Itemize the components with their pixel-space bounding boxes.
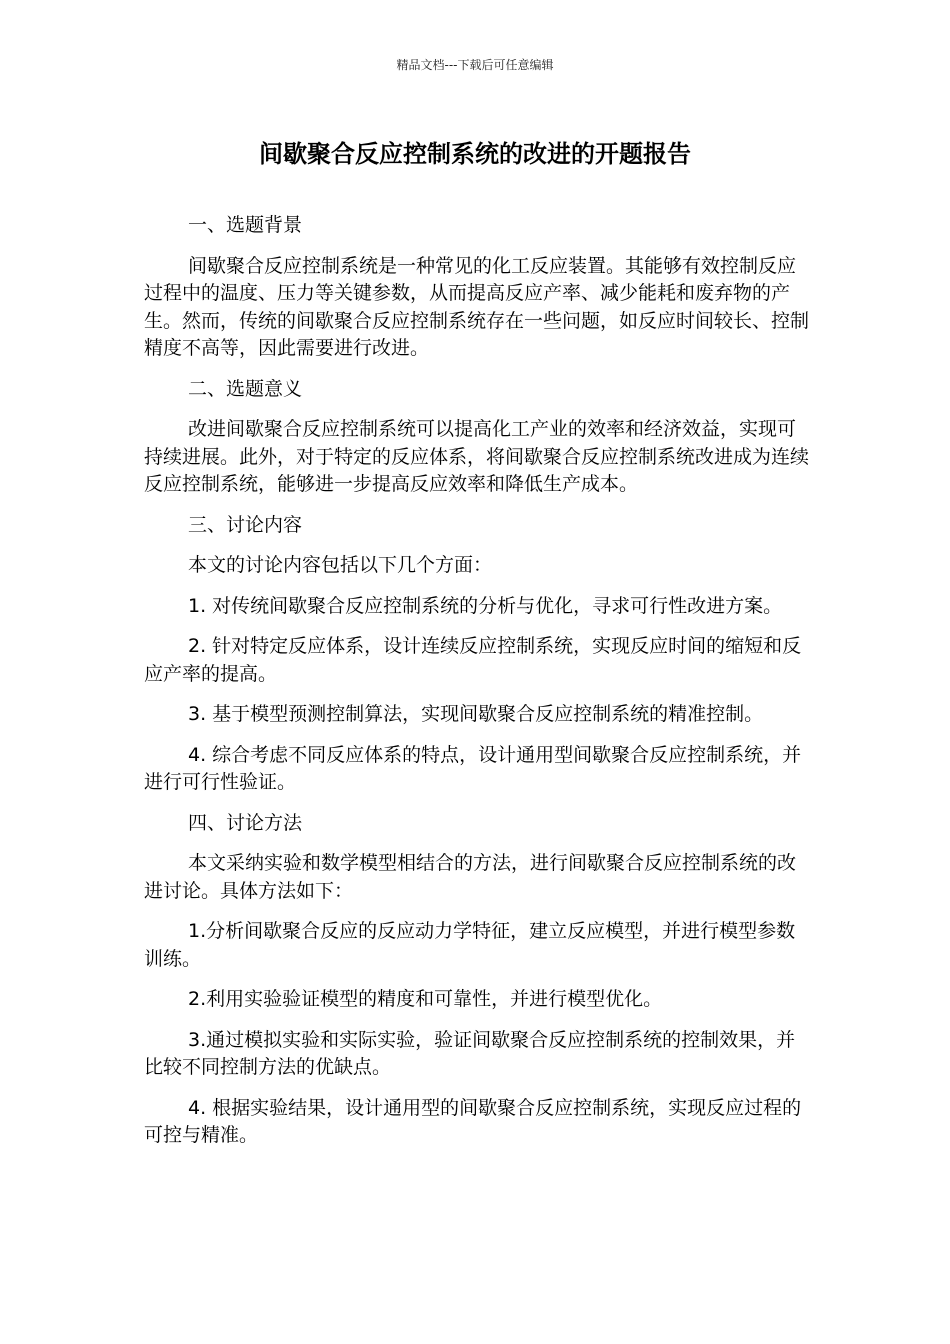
paragraph-content-intro: 本文的讨论内容包括以下几个方面： <box>188 554 493 576</box>
paragraph-methods-item-1: 1.分析间歇聚合反应的反应动力学特征，建立反应模型，并进行模型参数训练。 <box>144 920 796 970</box>
paragraph-content-item-2: 2. 针对特定反应体系，设计连续反应控制系统，实现反应时间的缩短和反应产率的提高。 <box>144 635 802 685</box>
section-heading-methods: 四、讨论方法 <box>188 811 303 834</box>
paragraph-significance: 改进间歇聚合反应控制系统可以提高化工产业的效率和经济效益，实现可持续进展。此外，对于特定的反应体系，将间歇聚合反应控制系统改进成为连续反应控制系统，能够进一步提高反应效率和降低生产成本。 <box>144 418 810 495</box>
section-heading-background: 一、选题背景 <box>188 214 303 236</box>
paragraph-content-item-1: 1. 对传统间歇聚合反应控制系统的分析与优化，寻求可行性改进方案。 <box>188 594 783 617</box>
paragraph-content-item-3: 3. 基于模型预测控制算法，实现间歇聚合反应控制系统的精准控制。 <box>188 703 764 725</box>
paragraph-methods-intro: 本文采纳实验和数学模型相结合的方法，进行间歇聚合反应控制系统的改进讨论。具体方法如下： <box>144 852 797 902</box>
document-title: 间歇聚合反应控制系统的改进的开题报告 <box>259 140 691 168</box>
paragraph-methods-item-2: 2.利用实验验证模型的精度和可靠性，并进行模型优化。 <box>188 988 663 1010</box>
paragraph-content-item-4: 4. 综合考虑不同反应体系的特点，设计通用型间歇聚合反应控制系统，并进行可行性验证。 <box>144 743 802 793</box>
section-heading-significance: 二、选题意义 <box>188 377 303 400</box>
paragraph-methods-item-4: 4. 根据实验结果，设计通用型的间歇聚合反应控制系统，实现反应过程的可控与精准。 <box>144 1096 802 1146</box>
page-header: 精品文档---下载后可任意编辑 <box>396 58 554 72</box>
paragraph-methods-item-3: 3.通过模拟实验和实际实验，验证间歇聚合反应控制系统的控制效果，并比较不同控制方法的优缺点。 <box>144 1028 796 1078</box>
paragraph-background: 间歇聚合反应控制系统是一种常见的化工反应装置。其能够有效控制反应过程中的温度、压力等关键参数，从而提高反应产率、减少能耗和废弃物的产生。然而，传统的间歇聚合反应控制系统存在一些问题，如反应时间较长、控制精度不高等，因此需要进行改进。 <box>144 254 810 359</box>
document-body <box>144 212 809 1163</box>
section-heading-content: 三、讨论内容 <box>188 513 303 536</box>
